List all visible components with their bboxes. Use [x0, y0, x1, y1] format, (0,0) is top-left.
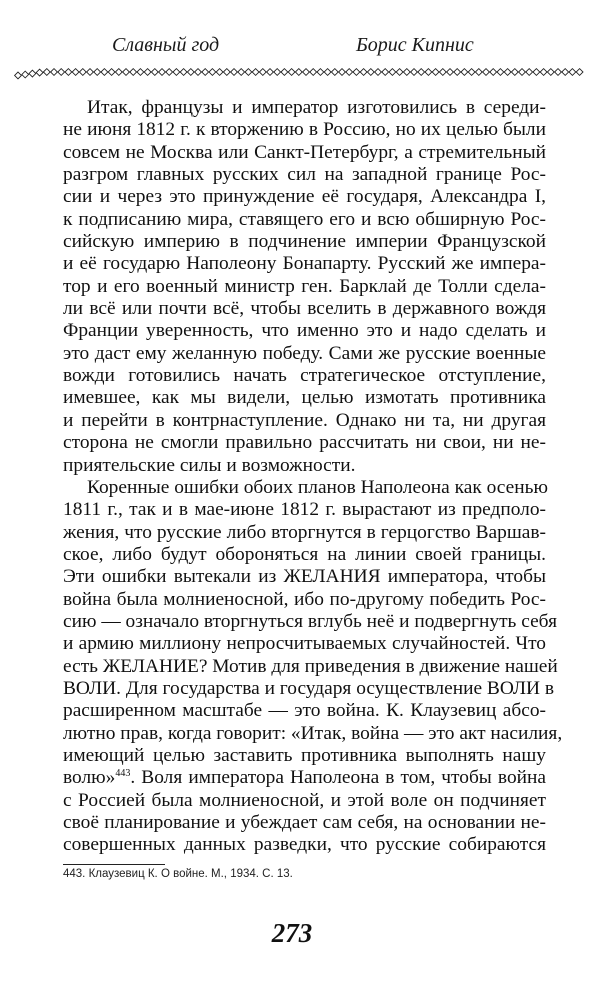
text-line: Эти ошибки вытекали из ЖЕЛАНИЯ императора, чтобы	[63, 566, 546, 588]
text-line: своё планирование и убеждает сам себя, на основании не-	[63, 812, 546, 833]
text-line: 1811 г., так и в мае-июне 1812 г. вырастают из предполо-	[63, 499, 546, 521]
diamond-icon	[252, 69, 259, 76]
diamond-icon	[533, 69, 540, 76]
diamond-icon	[425, 69, 432, 76]
text-line: Франции уверенность, что именно это и надо сделать и	[63, 320, 546, 342]
diamond-icon	[418, 69, 425, 76]
diamond-icon	[195, 69, 202, 76]
footnote-rule	[63, 864, 165, 865]
diamond-icon	[526, 69, 533, 76]
diamond-icon	[108, 69, 115, 76]
text-line: ли всё или почти всё, чтобы вселить в державного вождя	[63, 298, 546, 320]
diamond-icon	[151, 69, 158, 76]
text-line: Итак, французы и император изготовились в середи-	[87, 97, 546, 118]
diamond-icon	[339, 69, 346, 76]
text-line: тор и его военный министр ген. Барклай де Толли сдела-	[63, 275, 546, 297]
diamond-icon	[101, 69, 108, 76]
diamond-icon	[295, 69, 302, 76]
text-line: ское, либо будут обороняться на линии своей границы.	[63, 543, 546, 565]
diamond-icon	[238, 69, 245, 76]
diamond-icon	[267, 69, 274, 76]
footnote: 443. Клаузевиц К. О войне. М., 1934. С. 13.	[63, 868, 293, 880]
diamond-icon	[115, 69, 122, 76]
text-line: с Россией была молниеносной, и этой воле он подчиняет	[63, 789, 546, 811]
text-line: разгром главных русских сил на западной границе Рос-	[63, 164, 546, 186]
diamond-icon	[375, 69, 382, 76]
diamond-icon	[576, 69, 583, 76]
text-line: имевшее, как мы видели, целью измотать противника	[63, 387, 546, 409]
text-line: не июня 1812 г. к вторжению в Россию, но их целью были	[63, 119, 546, 141]
text-line: сии и через это принуждение её государя, Александра I,	[63, 186, 546, 208]
diamond-icon	[324, 69, 331, 76]
diamond-icon	[51, 69, 58, 76]
diamond-icon	[43, 69, 50, 76]
diamond-icon	[497, 69, 504, 76]
diamond-icon	[274, 69, 281, 76]
diamond-icon	[317, 69, 324, 76]
diamond-icon	[231, 69, 238, 76]
diamond-icon	[504, 69, 511, 76]
diamond-icon	[382, 69, 389, 76]
text-line: и её государю Наполеону Бонапарту. Русский же импера-	[63, 253, 546, 275]
text-line: Коренные ошибки обоих планов Наполеона как осенью	[87, 476, 548, 498]
text-line: жения, что русские либо вторгнутся в герцогство Варшав-	[63, 521, 546, 543]
diamond-icon	[360, 69, 367, 76]
diamond-icon	[72, 69, 79, 76]
text-line: имеющий целью заставить противника выполнять нашу	[63, 744, 546, 766]
diamond-icon	[511, 69, 518, 76]
diamond-icon	[454, 69, 461, 76]
diamond-icon	[15, 72, 22, 79]
footnote-ref: 443	[115, 768, 131, 780]
text-line	[63, 767, 546, 789]
diamond-icon	[36, 69, 43, 76]
diamond-icon	[22, 71, 29, 78]
diamond-icon	[475, 69, 482, 76]
text-line: ВОЛИ. Для государства и государя осуществление ВОЛИ в	[63, 677, 555, 699]
text-segment: волю»	[63, 767, 116, 789]
diamond-icon	[202, 69, 209, 76]
diamond-icon	[187, 69, 194, 76]
text-line: и армию миллиону непросчитываемых случайностей. Что	[63, 633, 546, 655]
diamond-icon	[540, 69, 547, 76]
diamond-icon	[245, 69, 252, 76]
diamond-icon	[159, 69, 166, 76]
text-line: и перейти в контрнаступление. Однако ни та, ни другая	[63, 409, 546, 431]
paragraph	[63, 97, 546, 477]
diamond-icon	[555, 69, 562, 76]
paragraph	[63, 476, 563, 857]
diamond-icon	[29, 70, 36, 77]
diamond-icon	[180, 69, 187, 76]
diamond-icon	[123, 69, 130, 76]
diamond-icon	[259, 69, 266, 76]
diamond-icon	[166, 69, 173, 76]
text-line: лютно прав, когда говорит: «Итак, война — это акт насилия,	[63, 722, 563, 744]
diamond-icon	[58, 69, 65, 76]
text-line: совсем не Москва или Санкт-Петербург, а стремительный	[63, 141, 546, 163]
diamond-icon	[94, 69, 101, 76]
text-line: приятельские силы и возможности.	[63, 454, 356, 476]
diamond-icon	[303, 69, 310, 76]
body-text	[63, 97, 563, 857]
diamond-icon	[173, 69, 180, 76]
text-line: совершенных данных разведки, что русские собираются	[63, 834, 546, 856]
text-segment: . Воля императора Наполеона в том, чтобы война	[130, 767, 546, 789]
diamond-icon	[346, 69, 353, 76]
diamond-icon	[389, 69, 396, 76]
diamond-icon	[144, 69, 151, 76]
diamond-ornament-rule	[14, 64, 588, 80]
text-line: есть ЖЕЛАНИЕ? Мотив для приведения в движение нашей	[63, 655, 558, 677]
diamond-icon	[216, 69, 223, 76]
text-line: вожди готовились начать стратегическое отступление,	[63, 365, 546, 387]
diamond-icon	[87, 69, 94, 76]
diamond-icon	[432, 69, 439, 76]
text-line: это даст ему желанную победу. Сами же русские военные	[63, 342, 546, 364]
diamond-icon	[310, 69, 317, 76]
text-line: расширенном масштабе — это война. К. Клаузевиц абсо-	[63, 700, 546, 722]
diamond-icon	[65, 69, 72, 76]
diamond-icon	[547, 69, 554, 76]
diamond-icon	[519, 69, 526, 76]
diamond-icon	[281, 69, 288, 76]
text-line: к подписанию мира, ставящего его и всю обширную Рос-	[63, 208, 546, 230]
diamond-icon	[137, 69, 144, 76]
diamond-icon	[288, 69, 295, 76]
diamond-icon	[483, 69, 490, 76]
diamond-icon	[447, 69, 454, 76]
diamond-icon	[490, 69, 497, 76]
diamond-icon	[439, 69, 446, 76]
text-line: сию — означало вторгнуться вглубь неё и подвергнуть себя	[63, 610, 557, 632]
diamond-icon	[331, 69, 338, 76]
diamond-icon	[461, 69, 468, 76]
running-header-author: Борис Кипнис	[356, 34, 474, 56]
diamond-icon	[562, 69, 569, 76]
text-line: война была молниеносной, ибо по-другому победить Рос-	[63, 588, 546, 610]
running-header-book-title: Славный год	[112, 34, 220, 56]
text-line: сийскую империю в подчинение империи Французской	[63, 231, 546, 253]
text-line: сторона не смогли правильно рассчитать ни свои, ни не-	[63, 432, 546, 454]
diamond-icon	[79, 69, 86, 76]
diamond-icon	[367, 69, 374, 76]
diamond-icon	[223, 69, 230, 76]
diamond-icon	[209, 69, 216, 76]
page-number: 273	[271, 918, 313, 948]
diamond-icon	[411, 69, 418, 76]
diamond-icon	[403, 69, 410, 76]
diamond-icon	[130, 69, 137, 76]
diamond-icon	[468, 69, 475, 76]
diamond-icon	[353, 69, 360, 76]
diamond-icon	[569, 69, 576, 76]
diamond-icon	[396, 69, 403, 76]
